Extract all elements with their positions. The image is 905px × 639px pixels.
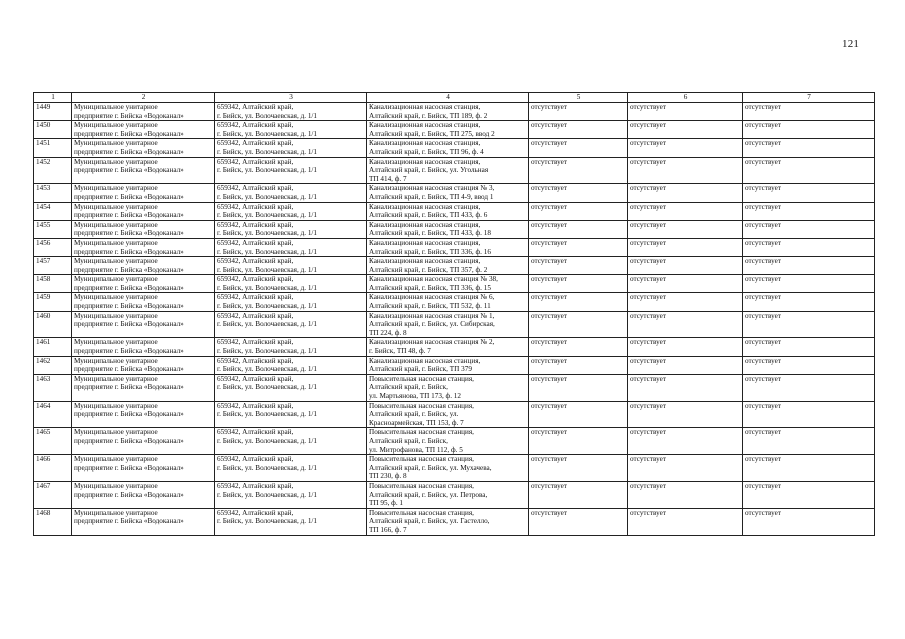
column-5-cell: отсутствует <box>529 121 628 139</box>
organization-cell: Муниципальное унитарное предприятие г. Бийска «Водоканал» <box>72 481 215 508</box>
column-6-cell: отсутствует <box>628 275 743 293</box>
facility-cell: Канализационная насосная станция, Алтайский край, г. Бийск, ТП 275, ввод 2 <box>367 121 529 139</box>
column-5-cell: отсутствует <box>529 311 628 338</box>
organization-cell: Муниципальное унитарное предприятие г. Бийска «Водоканал» <box>72 311 215 338</box>
column-6-cell: отсутствует <box>628 220 743 238</box>
facility-cell: Повысительная насосная станция, Алтайский край, г. Бийск, ул. Митрофанова, ТП 112, ф. 5 <box>367 428 529 455</box>
row-number-cell: 1450 <box>34 121 72 139</box>
row-number-cell: 1464 <box>34 401 72 428</box>
column-7-cell: отсутствует <box>743 103 875 121</box>
column-7-cell: отсутствует <box>743 428 875 455</box>
address-cell: 659342, Алтайский край, г. Бийск, ул. Волочаевская, д. 1/1 <box>215 428 367 455</box>
column-5-cell: отсутствует <box>529 293 628 311</box>
row-number-cell: 1452 <box>34 157 72 184</box>
address-cell: 659342, Алтайский край, г. Бийск, ул. Волочаевская, д. 1/1 <box>215 238 367 256</box>
organization-cell: Муниципальное унитарное предприятие г. Бийска «Водоканал» <box>72 121 215 139</box>
column-5-cell: отсутствует <box>529 220 628 238</box>
column-header: 6 <box>628 93 743 103</box>
column-7-cell: отсутствует <box>743 220 875 238</box>
column-6-cell: отсутствует <box>628 103 743 121</box>
page-number: 121 <box>842 38 860 50</box>
column-5-cell: отсутствует <box>529 257 628 275</box>
column-6-cell: отсутствует <box>628 257 743 275</box>
address-cell: 659342, Алтайский край, г. Бийск, ул. Волочаевская, д. 1/1 <box>215 401 367 428</box>
column-6-cell: отсутствует <box>628 374 743 401</box>
table-row <box>34 275 875 293</box>
column-6-cell: отсутствует <box>628 455 743 482</box>
facility-cell: Канализационная насосная станция, Алтайский край, г. Бийск, ТП 96, ф. 4 <box>367 139 529 157</box>
facility-cell: Канализационная насосная станция, Алтайский край, г. Бийск, ТП 433, ф. 18 <box>367 220 529 238</box>
column-number-row <box>34 93 875 103</box>
facility-cell: Канализационная насосная станция, Алтайский край, г. Бийск, ТП 189, ф. 2 <box>367 103 529 121</box>
column-5-cell: отсутствует <box>529 275 628 293</box>
column-header: 3 <box>215 93 367 103</box>
column-header: 5 <box>529 93 628 103</box>
address-cell: 659342, Алтайский край, г. Бийск, ул. Волочаевская, д. 1/1 <box>215 455 367 482</box>
table-row <box>34 338 875 356</box>
facility-cell: Повысительная насосная станция, Алтайский край, г. Бийск, ул. Мухачева, ТП 230, ф. 8 <box>367 455 529 482</box>
address-cell: 659342, Алтайский край, г. Бийск, ул. Волочаевская, д. 1/1 <box>215 508 367 535</box>
table-body <box>34 103 875 536</box>
column-6-cell: отсутствует <box>628 157 743 184</box>
organization-cell: Муниципальное унитарное предприятие г. Бийска «Водоканал» <box>72 103 215 121</box>
row-number-cell: 1466 <box>34 455 72 482</box>
table-row <box>34 428 875 455</box>
table-row <box>34 238 875 256</box>
column-7-cell: отсутствует <box>743 157 875 184</box>
address-cell: 659342, Алтайский край, г. Бийск, ул. Волочаевская, д. 1/1 <box>215 103 367 121</box>
column-6-cell: отсутствует <box>628 139 743 157</box>
organization-cell: Муниципальное унитарное предприятие г. Бийска «Водоканал» <box>72 184 215 202</box>
column-6-cell: отсутствует <box>628 311 743 338</box>
facility-cell: Канализационная насосная станция № 6, Алтайский край, г. Бийск, ТП 532, ф. 11 <box>367 293 529 311</box>
address-cell: 659342, Алтайский край, г. Бийск, ул. Волочаевская, д. 1/1 <box>215 293 367 311</box>
column-6-cell: отсутствует <box>628 293 743 311</box>
table-row <box>34 121 875 139</box>
organization-cell: Муниципальное унитарное предприятие г. Бийска «Водоканал» <box>72 356 215 374</box>
organization-cell: Муниципальное унитарное предприятие г. Бийска «Водоканал» <box>72 293 215 311</box>
column-5-cell: отсутствует <box>529 428 628 455</box>
organization-cell: Муниципальное унитарное предприятие г. Бийска «Водоканал» <box>72 374 215 401</box>
column-6-cell: отсутствует <box>628 202 743 220</box>
column-5-cell: отсутствует <box>529 238 628 256</box>
table-row <box>34 184 875 202</box>
column-header: 2 <box>72 93 215 103</box>
row-number-cell: 1459 <box>34 293 72 311</box>
column-5-cell: отсутствует <box>529 157 628 184</box>
table-row <box>34 455 875 482</box>
organization-cell: Муниципальное унитарное предприятие г. Бийска «Водоканал» <box>72 455 215 482</box>
column-6-cell: отсутствует <box>628 428 743 455</box>
table-row <box>34 293 875 311</box>
facility-cell: Канализационная насосная станция, Алтайский край, г. Бийск, ТП 357, ф. 2 <box>367 257 529 275</box>
table-row <box>34 157 875 184</box>
facility-cell: Канализационная насосная станция, Алтайский край, г. Бийск, ТП 336, ф. 16 <box>367 238 529 256</box>
row-number-cell: 1458 <box>34 275 72 293</box>
column-5-cell: отсутствует <box>529 401 628 428</box>
row-number-cell: 1455 <box>34 220 72 238</box>
organization-cell: Муниципальное унитарное предприятие г. Бийска «Водоканал» <box>72 338 215 356</box>
column-6-cell: отсутствует <box>628 481 743 508</box>
column-6-cell: отсутствует <box>628 356 743 374</box>
table-row <box>34 139 875 157</box>
facility-cell: Повысительная насосная станция, Алтайский край, г. Бийск, ул. Красноармейская, ТП 153, ф. 7 <box>367 401 529 428</box>
facility-cell: Канализационная насосная станция № 2, г. Бийск, ТП 48, ф. 7 <box>367 338 529 356</box>
table-row <box>34 401 875 428</box>
address-cell: 659342, Алтайский край, г. Бийск, ул. Волочаевская, д. 1/1 <box>215 356 367 374</box>
column-header: 1 <box>34 93 72 103</box>
column-6-cell: отсутствует <box>628 121 743 139</box>
facility-cell: Повысительная насосная станция, Алтайский край, г. Бийск, ул. Мартьянова, ТП 173, ф. 12 <box>367 374 529 401</box>
address-cell: 659342, Алтайский край, г. Бийск, ул. Волочаевская, д. 1/1 <box>215 338 367 356</box>
organization-cell: Муниципальное унитарное предприятие г. Бийска «Водоканал» <box>72 157 215 184</box>
column-7-cell: отсутствует <box>743 481 875 508</box>
table-row <box>34 311 875 338</box>
address-cell: 659342, Алтайский край, г. Бийск, ул. Волочаевская, д. 1/1 <box>215 202 367 220</box>
facility-cell: Повысительная насосная станция, Алтайский край, г. Бийск, ул. Гастелло, ТП 166, ф. 7 <box>367 508 529 535</box>
column-7-cell: отсутствует <box>743 401 875 428</box>
column-7-cell: отсутствует <box>743 257 875 275</box>
column-7-cell: отсутствует <box>743 338 875 356</box>
facility-cell: Канализационная насосная станция, Алтайский край, г. Бийск, ТП 433, ф. 6 <box>367 202 529 220</box>
table-row <box>34 202 875 220</box>
table-row <box>34 257 875 275</box>
table-row <box>34 356 875 374</box>
row-number-cell: 1468 <box>34 508 72 535</box>
address-cell: 659342, Алтайский край, г. Бийск, ул. Волочаевская, д. 1/1 <box>215 374 367 401</box>
column-6-cell: отсутствует <box>628 338 743 356</box>
column-7-cell: отсутствует <box>743 275 875 293</box>
column-5-cell: отсутствует <box>529 184 628 202</box>
column-7-cell: отсутствует <box>743 293 875 311</box>
row-number-cell: 1451 <box>34 139 72 157</box>
row-number-cell: 1456 <box>34 238 72 256</box>
table-row <box>34 481 875 508</box>
row-number-cell: 1449 <box>34 103 72 121</box>
organization-cell: Муниципальное унитарное предприятие г. Бийска «Водоканал» <box>72 257 215 275</box>
column-header: 4 <box>367 93 529 103</box>
organization-cell: Муниципальное унитарное предприятие г. Бийска «Водоканал» <box>72 428 215 455</box>
column-5-cell: отсутствует <box>529 139 628 157</box>
facility-cell: Канализационная насосная станция, Алтайский край, г. Бийск, ул. Угольная ТП 414, ф. 7 <box>367 157 529 184</box>
address-cell: 659342, Алтайский край, г. Бийск, ул. Волочаевская, д. 1/1 <box>215 481 367 508</box>
column-7-cell: отсутствует <box>743 374 875 401</box>
table-row <box>34 374 875 401</box>
row-number-cell: 1457 <box>34 257 72 275</box>
column-5-cell: отсутствует <box>529 374 628 401</box>
column-5-cell: отсутствует <box>529 103 628 121</box>
address-cell: 659342, Алтайский край, г. Бийск, ул. Волочаевская, д. 1/1 <box>215 311 367 338</box>
organization-cell: Муниципальное унитарное предприятие г. Бийска «Водоканал» <box>72 275 215 293</box>
column-6-cell: отсутствует <box>628 238 743 256</box>
column-header: 7 <box>743 93 875 103</box>
organization-cell: Муниципальное унитарное предприятие г. Бийска «Водоканал» <box>72 202 215 220</box>
organization-cell: Муниципальное унитарное предприятие г. Бийска «Водоканал» <box>72 220 215 238</box>
column-5-cell: отсутствует <box>529 508 628 535</box>
column-5-cell: отсутствует <box>529 338 628 356</box>
facility-cell: Канализационная насосная станция, Алтайский край, г. Бийск, ТП 379 <box>367 356 529 374</box>
row-number-cell: 1460 <box>34 311 72 338</box>
column-7-cell: отсутствует <box>743 455 875 482</box>
column-7-cell: отсутствует <box>743 139 875 157</box>
address-cell: 659342, Алтайский край, г. Бийск, ул. Волочаевская, д. 1/1 <box>215 139 367 157</box>
facility-cell: Канализационная насосная станция № 1, Алтайский край, г. Бийск, ул. Сибирская, ТП 224, ф. 8 <box>367 311 529 338</box>
table-row <box>34 508 875 535</box>
address-cell: 659342, Алтайский край, г. Бийск, ул. Волочаевская, д. 1/1 <box>215 275 367 293</box>
column-7-cell: отсутствует <box>743 202 875 220</box>
row-number-cell: 1462 <box>34 356 72 374</box>
column-7-cell: отсутствует <box>743 508 875 535</box>
row-number-cell: 1453 <box>34 184 72 202</box>
column-5-cell: отсутствует <box>529 202 628 220</box>
table-row <box>34 220 875 238</box>
row-number-cell: 1465 <box>34 428 72 455</box>
table-row <box>34 103 875 121</box>
address-cell: 659342, Алтайский край, г. Бийск, ул. Волочаевская, д. 1/1 <box>215 157 367 184</box>
facility-cell: Канализационная насосная станция № 3, Алтайский край, г. Бийск, ТП 4-9, ввод 1 <box>367 184 529 202</box>
column-5-cell: отсутствует <box>529 356 628 374</box>
column-6-cell: отсутствует <box>628 184 743 202</box>
column-7-cell: отсутствует <box>743 184 875 202</box>
organization-cell: Муниципальное унитарное предприятие г. Бийска «Водоканал» <box>72 508 215 535</box>
row-number-cell: 1463 <box>34 374 72 401</box>
column-6-cell: отсутствует <box>628 508 743 535</box>
address-cell: 659342, Алтайский край, г. Бийск, ул. Волочаевская, д. 1/1 <box>215 257 367 275</box>
column-7-cell: отсутствует <box>743 356 875 374</box>
column-7-cell: отсутствует <box>743 121 875 139</box>
column-7-cell: отсутствует <box>743 311 875 338</box>
organization-cell: Муниципальное унитарное предприятие г. Бийска «Водоканал» <box>72 238 215 256</box>
address-cell: 659342, Алтайский край, г. Бийск, ул. Волочаевская, д. 1/1 <box>215 220 367 238</box>
registry-table <box>33 92 875 536</box>
row-number-cell: 1461 <box>34 338 72 356</box>
address-cell: 659342, Алтайский край, г. Бийск, ул. Волочаевская, д. 1/1 <box>215 184 367 202</box>
facility-cell: Повысительная насосная станция, Алтайский край, г. Бийск, ул. Петрова, ТП 95, ф. 1 <box>367 481 529 508</box>
address-cell: 659342, Алтайский край, г. Бийск, ул. Волочаевская, д. 1/1 <box>215 121 367 139</box>
column-5-cell: отсутствует <box>529 455 628 482</box>
facility-cell: Канализационная насосная станция № 38, Алтайский край, г. Бийск, ТП 336, ф. 15 <box>367 275 529 293</box>
row-number-cell: 1467 <box>34 481 72 508</box>
organization-cell: Муниципальное унитарное предприятие г. Бийска «Водоканал» <box>72 139 215 157</box>
organization-cell: Муниципальное унитарное предприятие г. Бийска «Водоканал» <box>72 401 215 428</box>
row-number-cell: 1454 <box>34 202 72 220</box>
column-6-cell: отсутствует <box>628 401 743 428</box>
column-5-cell: отсутствует <box>529 481 628 508</box>
column-7-cell: отсутствует <box>743 238 875 256</box>
